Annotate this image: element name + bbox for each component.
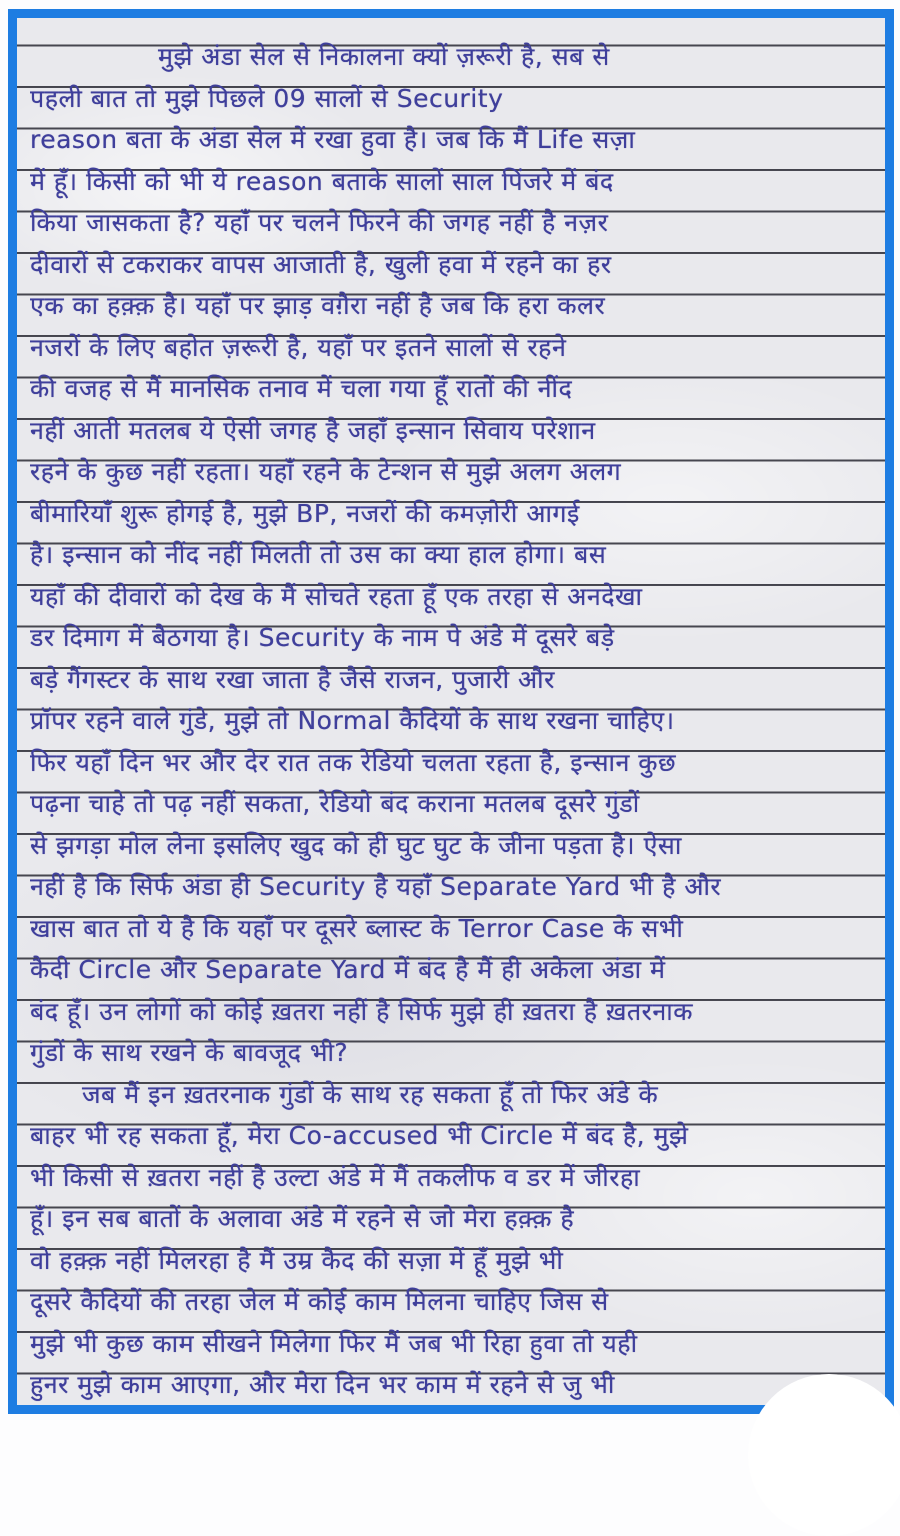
handwriting-line: यहाँ की दीवारों को देख के मैं सोचते रहता हूँ एक तरहा से अनदेखा xyxy=(30,581,643,611)
handwriting-line: दीवारों से टकराकर वापस आजाती है, खुली हवा में रहने का हर xyxy=(30,249,612,279)
handwriting-line: रहने के कुछ नहीं रहता। यहाँ रहने के टेन्शन से मुझे अलग अलग xyxy=(30,457,622,486)
handwriting-line: कैदी Circle और Separate Yard में बंद है मैं ही अकेला अंडा में xyxy=(30,955,666,984)
handwriting-line: जब मैं इन ख़तरनाक गुंडों के साथ रह सकता हूँ तो फिर अंडे के xyxy=(82,1079,659,1109)
handwriting-line: प्रॉपर रहने वाले गुंडे, मुझे तो Normal कैदियों के साथ रखना चाहिए। xyxy=(30,706,675,735)
handwriting-line: बड़े गैंगस्टर के साथ रखा जाता है जैसे राजन, पुजारी और xyxy=(30,664,555,694)
handwriting-line: नहीं आती मतलब ये ऐसी जगह है जहाँ इन्सान सिवाय परेशान xyxy=(30,415,596,445)
handwriting-line: दूसरे कैदियों की तरहा जेल में कोई काम मिलना चाहिए जिस से xyxy=(30,1287,609,1316)
handwriting-line: एक का हक़्क़ है। यहाँ पर झाड़ वग़ैरा नहीं है जब कि हरा कलर xyxy=(30,291,606,320)
handwriting-line: डर दिमाग में बैठगया है। Security के नाम पे अंडे में दूसरे बड़े xyxy=(30,623,615,652)
handwriting-line: नहीं है कि सिर्फ अंडा ही Security है यहाँ Separate Yard भी है और xyxy=(30,872,722,901)
ruled-paper xyxy=(17,18,885,1405)
page-frame xyxy=(8,9,894,1414)
handwriting-line: reason बता के अंडा सेल में रखा हुवा है। जब कि मैं Life सज़ा xyxy=(30,125,636,154)
handwriting-line: गुंडों के साथ रखने के बावजूद भी? xyxy=(30,1038,349,1067)
handwriting-line: मुझे भी कुछ काम सीखने मिलेगा फिर मैं जब भी रिहा हुवा तो यही xyxy=(30,1328,638,1358)
handwriting-line: हुनर मुझे काम आएगा, और मेरा दिन भर काम में रहने से जु भी xyxy=(30,1370,615,1399)
handwriting-line: नजरों के लिए बहोत ज़रूरी है, यहाँ पर इतने सालों से रहने xyxy=(30,332,567,362)
handwriting-line: की वजह से मैं मानसिक तनाव में चला गया हूँ रातों की नींद xyxy=(30,374,573,403)
handwriting-line: मुझे अंडा सेल से निकालना क्यों ज़रूरी है, सब से xyxy=(158,42,610,71)
handwriting-line: बाहर भी रह सकता हूँ, मेरा Co-accused भी Circle में बंद है, मुझे xyxy=(30,1121,689,1150)
handwriting-line: फिर यहाँ दिन भर और देर रात तक रेडियो चलता रहता है, इन्सान कुछ xyxy=(30,747,677,777)
handwriting-line: पढ़ना चाहे तो पढ़ नहीं सकता, रेडियो बंद कराना मतलब दूसरे गुंडों xyxy=(30,789,640,818)
white-circle-overlay xyxy=(748,1374,900,1536)
handwriting-line: किया जासकता है? यहाँ पर चलने फिरने की जगह नहीं है नज़र xyxy=(30,208,609,237)
handwriting-line: से झगड़ा मोल लेना इसलिए खुद को ही घुट घुट के जीना पड़ता है। ऐसा xyxy=(30,830,682,860)
handwriting-line: हूँ। इन सब बातों के अलावा अंडे में रहने से जो मेरा हक़्क़ है xyxy=(30,1204,575,1233)
handwriting-line: भी किसी से ख़तरा नहीं है उल्टा अंडे में मैं तकलीफ व डर में जीरहा xyxy=(30,1162,641,1192)
handwriting-line: बीमारियाँ शुरू होगई है, मुझे BP, नजरों की कमज़ोरी आगई xyxy=(30,498,580,528)
handwriting-line: है। इन्सान को नींद नहीं मिलती तो उस का क्या हाल होगा। बस xyxy=(30,540,607,569)
handwriting-line: वो हक़्क़ नहीं मिलरहा है मैं उम्र कैद की सज़ा में हूँ मुझे भी xyxy=(30,1245,564,1275)
handwriting-line: खास बात तो ये है कि यहाँ पर दूसरे ब्लास्ट के Terror Case के सभी xyxy=(30,913,684,943)
handwriting-line: पहली बात तो मुझे पिछले 09 सालों से Security xyxy=(30,83,504,113)
handwriting-line: में हूँ। किसी को भी ये reason बताके सालों साल पिंजरे में बंद xyxy=(30,166,614,196)
handwriting-line: बंद हूँ। उन लोगों को कोई ख़तरा नहीं है सिर्फ मुझे ही ख़तरा है ख़तरनाक xyxy=(30,996,693,1026)
